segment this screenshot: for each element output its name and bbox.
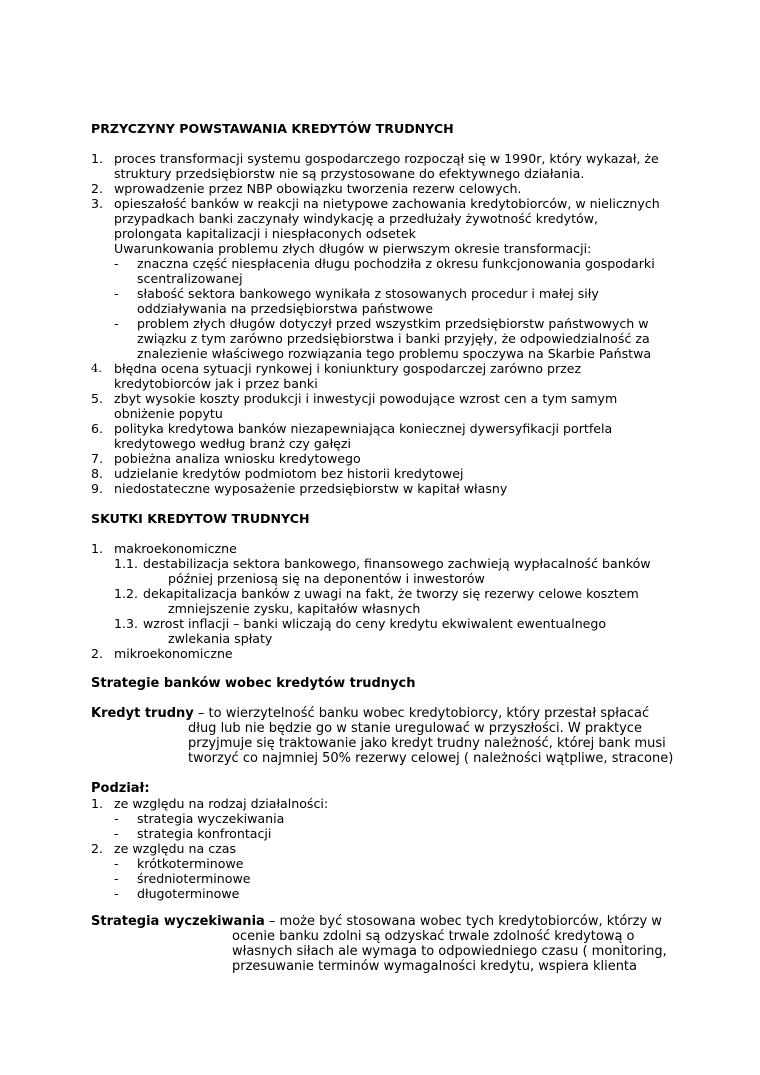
list-item-text: zbyt wysokie koszty produkcji i inwestycji powodujące wzrost cen a tym samym — [114, 391, 618, 406]
sub-bullet-text: problem złych długów dotyczył przed wszystkim przedsiębiorstw państwowych w — [137, 316, 649, 331]
list-number: 9. — [91, 481, 104, 496]
strategy-term: Strategia wyczekiwania — [91, 914, 265, 929]
list-item-text: błędna ocena sytuacji rynkowej i koniunktury gospodarczej zarówno przez — [114, 361, 582, 376]
strategy-first-line — [91, 914, 662, 929]
list-item-text: mikroekonomiczne — [114, 646, 233, 661]
dash-bullet: - — [114, 256, 119, 271]
sub-item-text: później przeniosą się na deponentów i inwestorów — [168, 571, 485, 586]
list-number: 1. — [91, 151, 104, 166]
list-item-text: niedostateczne wyposażenie przedsiębiorstw w kapitał własny — [114, 481, 508, 496]
list-item-text: wprowadzenie przez NBP obowiązku tworzenia rezerw celowych. — [114, 181, 522, 196]
dash-bullet: - — [114, 811, 119, 826]
definition-term: Kredyt trudny — [91, 706, 194, 721]
sub-bullet-text: znaczna część niespłacenia długu pochodziła z okresu funkcjonowania gospodarki — [137, 256, 655, 271]
list-number: 2. — [91, 841, 104, 856]
sub-bullet-text: strategia wyczekiwania — [137, 811, 285, 826]
strategy-text: własnych siłach ale wymaga to odpowiedniego czasu ( monitoring, — [232, 944, 667, 959]
section-title-effects: SKUTKI KREDYTOW TRUDNYCH — [91, 511, 310, 526]
list-item-text: Uwarunkowania problemu złych długów w pierwszym okresie transformacji: — [114, 241, 592, 256]
section-title-causes: PRZYCZYNY POWSTAWANIA KREDYTÓW TRUDNYCH — [91, 121, 454, 136]
list-item-text: kredytobiorców jak i przez banki — [114, 376, 318, 391]
list-item-text: pobieżna analiza wniosku kredytowego — [114, 451, 361, 466]
strategy-text: – może być stosowana wobec tych kredytobiorców, którzy w — [264, 914, 662, 929]
list-number: 1. — [91, 796, 104, 811]
list-item-text: polityka kredytowa banków niezapewniająca koniecznej dywersyfikacji portfela — [114, 421, 613, 436]
list-number: 2. — [91, 646, 104, 661]
sub-bullet-text: oddziaływania na przedsiębiorstwa państwowe — [137, 301, 433, 316]
list-number: 4. — [91, 361, 102, 375]
sub-bullet-text: scentralizowanej — [137, 271, 243, 286]
definition-first-line — [91, 706, 649, 721]
list-item-text: prolongata kapitalizacji i niespłaconych odsetek — [114, 226, 416, 241]
list-number: 2. — [91, 181, 104, 196]
list-number: 1.3. — [114, 616, 139, 631]
list-item-text: makroekonomiczne — [114, 541, 237, 556]
sub-bullet-text: znalezienie właściwego rozwiązania tego problemu spoczywa na Skarbie Państwa — [137, 346, 652, 361]
definition-text: przyjmuje się traktowanie jako kredyt trudny należność, której bank musi — [188, 736, 666, 751]
list-number: 7. — [91, 451, 104, 466]
definition-text: dług lub nie będzie go w stanie uregulować w przyszłości. W praktyce — [188, 721, 642, 736]
sub-item-text: wzrost inflacji – banki wliczają do ceny kredytu ekwiwalent ewentualnego — [143, 616, 607, 631]
list-item-text: obniżenie popytu — [114, 406, 223, 421]
dash-bullet: - — [114, 886, 119, 901]
dash-bullet: - — [114, 286, 119, 301]
sub-bullet-text: długoterminowe — [137, 886, 240, 901]
sub-item-text: dekapitalizacja banków z uwagi na fakt, że tworzy się rezerwy celowe kosztem — [143, 586, 639, 601]
list-number: 3. — [91, 196, 104, 211]
dash-bullet: - — [114, 871, 119, 886]
list-number: 5. — [91, 391, 104, 406]
sub-bullet-text: słabość sektora bankowego wynikała z stosowanych procedur i małej siły — [137, 286, 599, 301]
list-number: 1.2. — [114, 586, 139, 601]
podzial-heading: Podział: — [91, 781, 150, 796]
section-title-strategies: Strategie banków wobec kredytów trudnych — [91, 676, 416, 691]
sub-item-text: zwlekania spłaty — [168, 631, 273, 646]
sub-bullet-text: strategia konfrontacji — [137, 826, 272, 841]
definition-text: tworzyć co najmniej 50% rezerwy celowej ( należności wątpliwe, stracone) — [188, 751, 674, 766]
dash-bullet: - — [114, 856, 119, 871]
sub-bullet-text: krótkoterminowe — [137, 856, 244, 871]
definition-text: – to wierzytelność banku wobec kredytobiorcy, który przestał spłacać — [193, 706, 650, 721]
list-item-text: przypadkach banki zaczynały windykację a przedłużały żywotność kredytów, — [114, 211, 599, 226]
sub-bullet-text: średnioterminowe — [137, 871, 251, 886]
list-item-text: struktury przedsiębiorstw nie są przystosowane do efektywnego działania. — [114, 166, 585, 181]
dash-bullet: - — [114, 826, 119, 841]
list-item-text: udzielanie kredytów podmiotom bez historii kredytowej — [114, 466, 464, 481]
dash-bullet: - — [114, 316, 119, 331]
list-number: 6. — [91, 421, 104, 436]
list-item-text: kredytowego według branż czy gałęzi — [114, 436, 352, 451]
strategy-text: przesuwanie terminów wymagalności kredytu, wspiera klienta — [232, 959, 637, 974]
sub-bullet-text: związku z tym zarówno przedsiębiorstwa i banki przyjęły, że odpowiedzialność za — [137, 331, 650, 346]
list-number: 8. — [91, 466, 104, 481]
sub-item-text: destabilizacja sektora bankowego, finansowego zachwieją wypłacalność banków — [143, 556, 651, 571]
strategy-text: ocenie banku zdolni są odzyskać trwale zdolność kredytową o — [232, 929, 635, 944]
list-number: 1. — [91, 541, 104, 556]
list-item-text: proces transformacji systemu gospodarczego rozpoczął się w 1990r, który wykazał, że — [114, 151, 659, 166]
list-item-text: ze względu na rodzaj działalności: — [114, 796, 329, 811]
sub-item-text: zmniejszenie zysku, kapitałów własnych — [168, 601, 421, 616]
list-number: 1.1. — [114, 556, 139, 571]
list-item-text: ze względu na czas — [114, 841, 237, 856]
list-item-text: opieszałość banków w reakcji na nietypowe zachowania kredytobiorców, w nielicznych — [114, 196, 660, 211]
